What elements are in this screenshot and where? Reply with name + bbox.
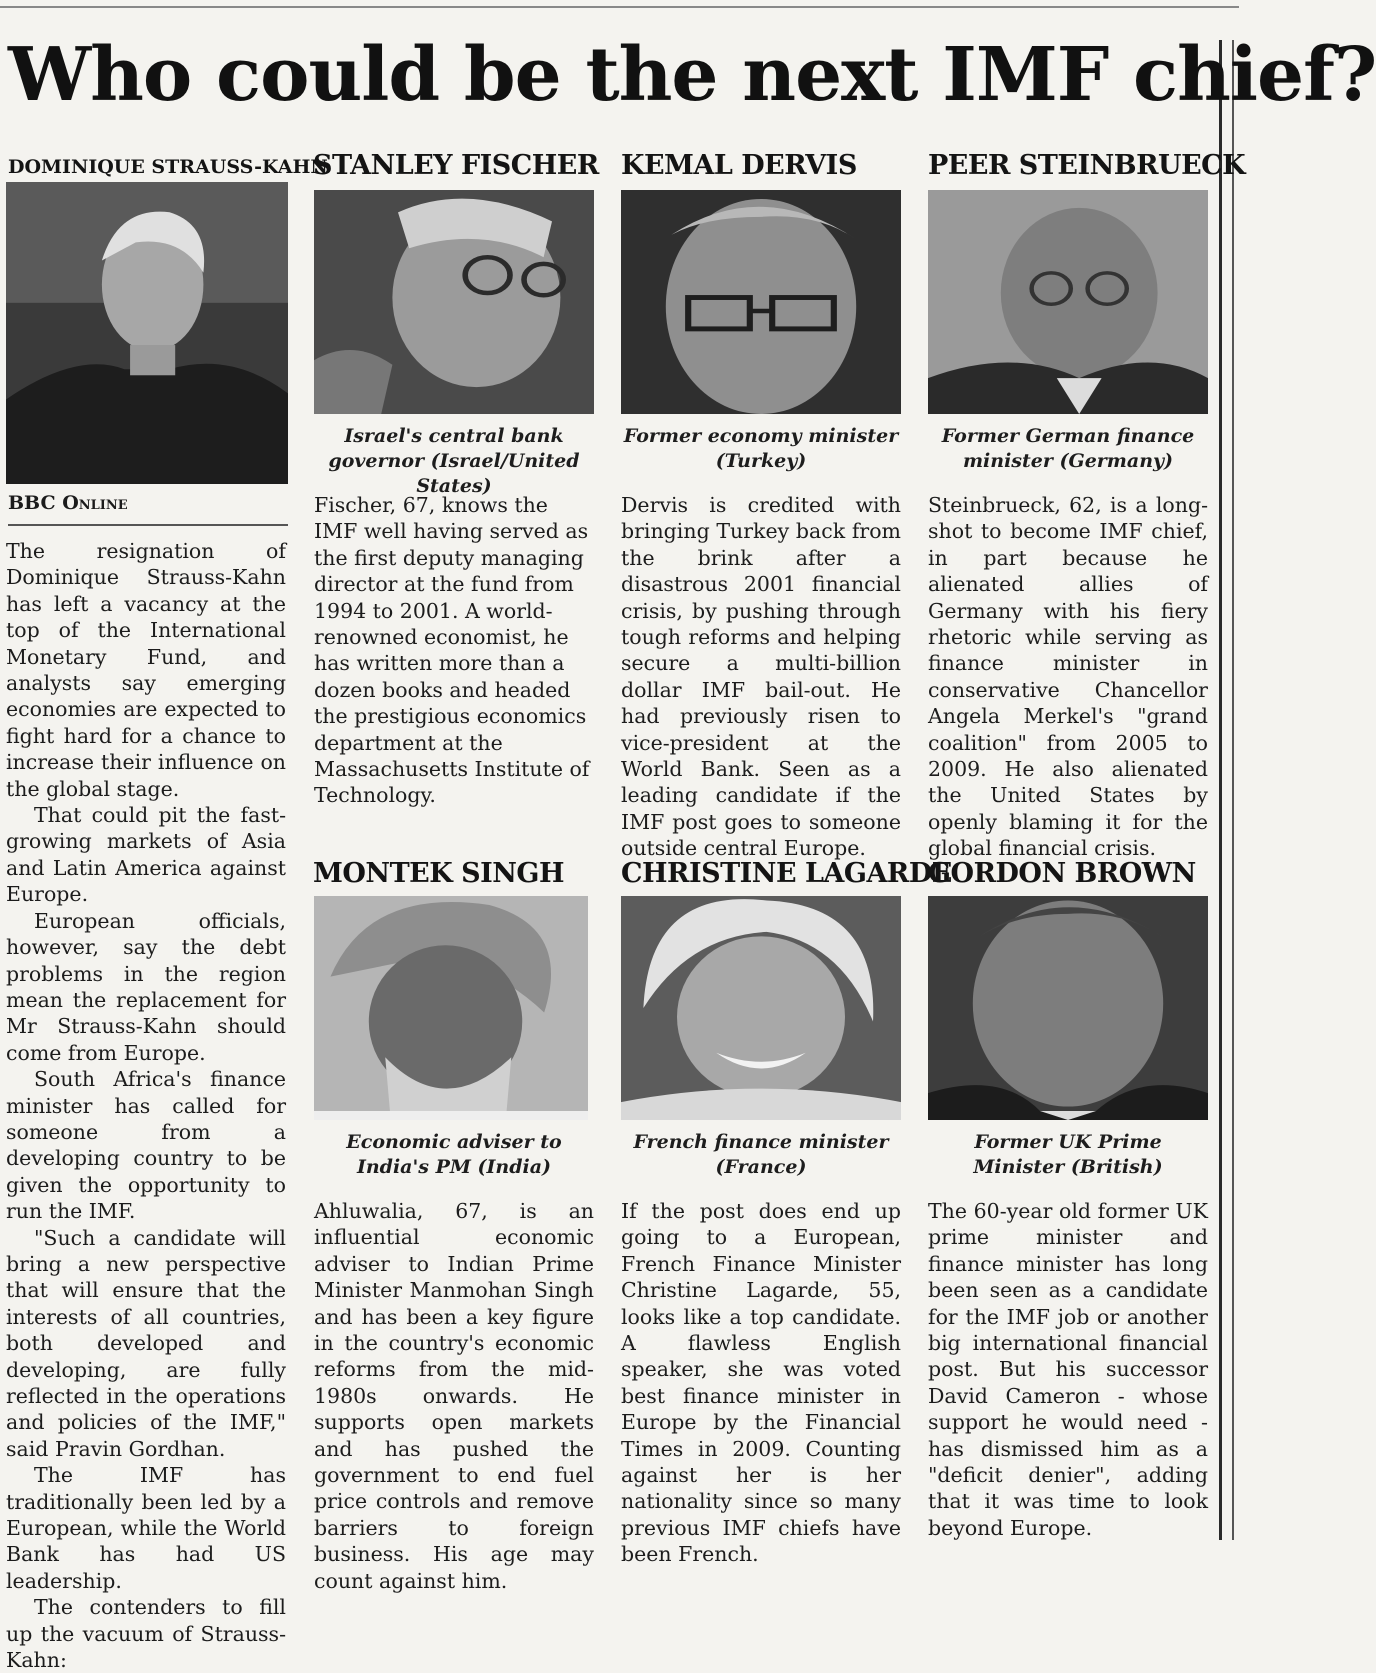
page-headline: Who could be the next IMF chief? [8,32,1376,118]
candidate-text: Steinbrueck, 62, is a long-shot to become IMF chief, in part because he alienated allies of Germany with his fiery rhetoric while serving as finance minister in conservative Chancellor Angela Merkel's "grand coalition" from 2005 to 2009. He also alienated the United States by openly blaming it for the global financial crisis. [928,493,1208,861]
candidate-text: Ahluwalia, 67, is an influential economic adviser to Indian Prime Minister Manmohan Singh and has been a key figure in the country's economic reforms from the mid-1980s onwards. He supports open markets and has pushed the government to end fuel price controls and remove barriers to foreign business. His age may count against him. [314,1199,594,1593]
candidate-caption: Economic adviser to India's PM (India) [346,1131,562,1178]
sidebar-paragraph: The contenders to fill up the vacuum of Strauss-Kahn: [6,1595,286,1673]
candidate-name: MONTEK SINGH [313,858,565,889]
candidate-name: KEMAL DERVIS [621,150,857,181]
photo-lagarde [621,896,901,1120]
right-border-rule-outer [1232,40,1234,1540]
candidate-text: Dervis is credited with bringing Turkey back from the brink after a disastrous 2001 financial crisis, by pushing through tough reforms and helping secure a multi-billion dollar IMF bail-out. He had previously risen to vice-president at the World Bank. Seen as a leading candidate if the IMF post goes to someone outside central Europe. [621,493,901,861]
candidate-caption: French finance minister (France) [633,1131,889,1178]
candidate-name: STANLEY FISCHER [313,150,599,181]
sidebar-paragraph: The resignation of Dominique Strauss-Kahn has left a vacancy at the top of the International Monetary Fund, and analysts say emerging economies are expected to fight hard for a chance to increase their influence on the global stage. [6,539,286,801]
sidebar-paragraph: That could pit the fast-growing markets of Asia and Latin America against Europe. [6,803,286,907]
candidate-name: CHRISTINE LAGARDE [621,858,952,889]
sidebar-paragraph: The IMF has traditionally been led by a European, while the World Bank has had US leadership. [6,1463,286,1593]
candidate-text: Fischer, 67, knows the IMF well having served as the first deputy managing director at the fund from 1994 to 2001. A world-renowned economist, he has written more than a dozen books and headed the prestigious economics department at the Massachusetts Institute of Technology. [314,493,590,808]
source-label: BBC Online [8,492,128,514]
candidate-text: The 60-year old former UK prime minister and finance minister has long been seen as a candidate for the IMF job or another big international financial post. But his successor David Cameron - whose support he would need - has dismissed him as a "deficit denier", adding that it was time to look beyond Europe. [928,1199,1208,1540]
sidebar-paragraph: European officials, however, say the debt problems in the region mean the replacement for Mr Strauss-Kahn should come from Europe. [6,908,286,1065]
candidate-name: PEER STEINBRUECK [928,150,1246,181]
photo-steinbrueck [928,190,1208,414]
right-border-rule [1219,40,1222,1540]
sidebar-article [6,538,286,1673]
photo-fischer [314,190,594,414]
source-rule [8,524,288,526]
photo-strauss-kahn [6,182,288,484]
candidate-caption: Israel's central bank governor (Israel/United States) [328,425,580,497]
candidate-text: If the post does end up going to a European, French Finance Minister Christine Lagarde, 55, looks like a top candidate. A flawless English speaker, she was voted best finance minister in Europe by the Financial Times in 2009. Counting against her is her nationality since so many previous IMF chiefs have been French. [621,1199,901,1567]
sidebar-paragraph: "Such a candidate will bring a new perspective that will ensure that the interests of all countries, both developed and developing, are fully reflected in the operations and policies of the IMF," said Pravin Gordhan. [6,1225,286,1461]
photo-montek-singh [314,896,588,1120]
photo-brown [928,896,1208,1120]
sidebar-paragraph: South Africa's finance minister has called for someone from a developing country to be given the opportunity to run the IMF. [6,1067,286,1224]
candidate-caption: Former German finance minister (Germany) [941,425,1195,472]
candidate-caption: Former UK Prime Minister (British) [973,1131,1163,1178]
photo-dervis [621,190,901,414]
sidebar-name: DOMINIQUE STRAUSS-KAHN [8,156,328,178]
candidate-name: GORDON BROWN [928,858,1196,889]
top-rule [0,6,1239,8]
candidate-caption: Former economy minister (Turkey) [623,425,899,472]
